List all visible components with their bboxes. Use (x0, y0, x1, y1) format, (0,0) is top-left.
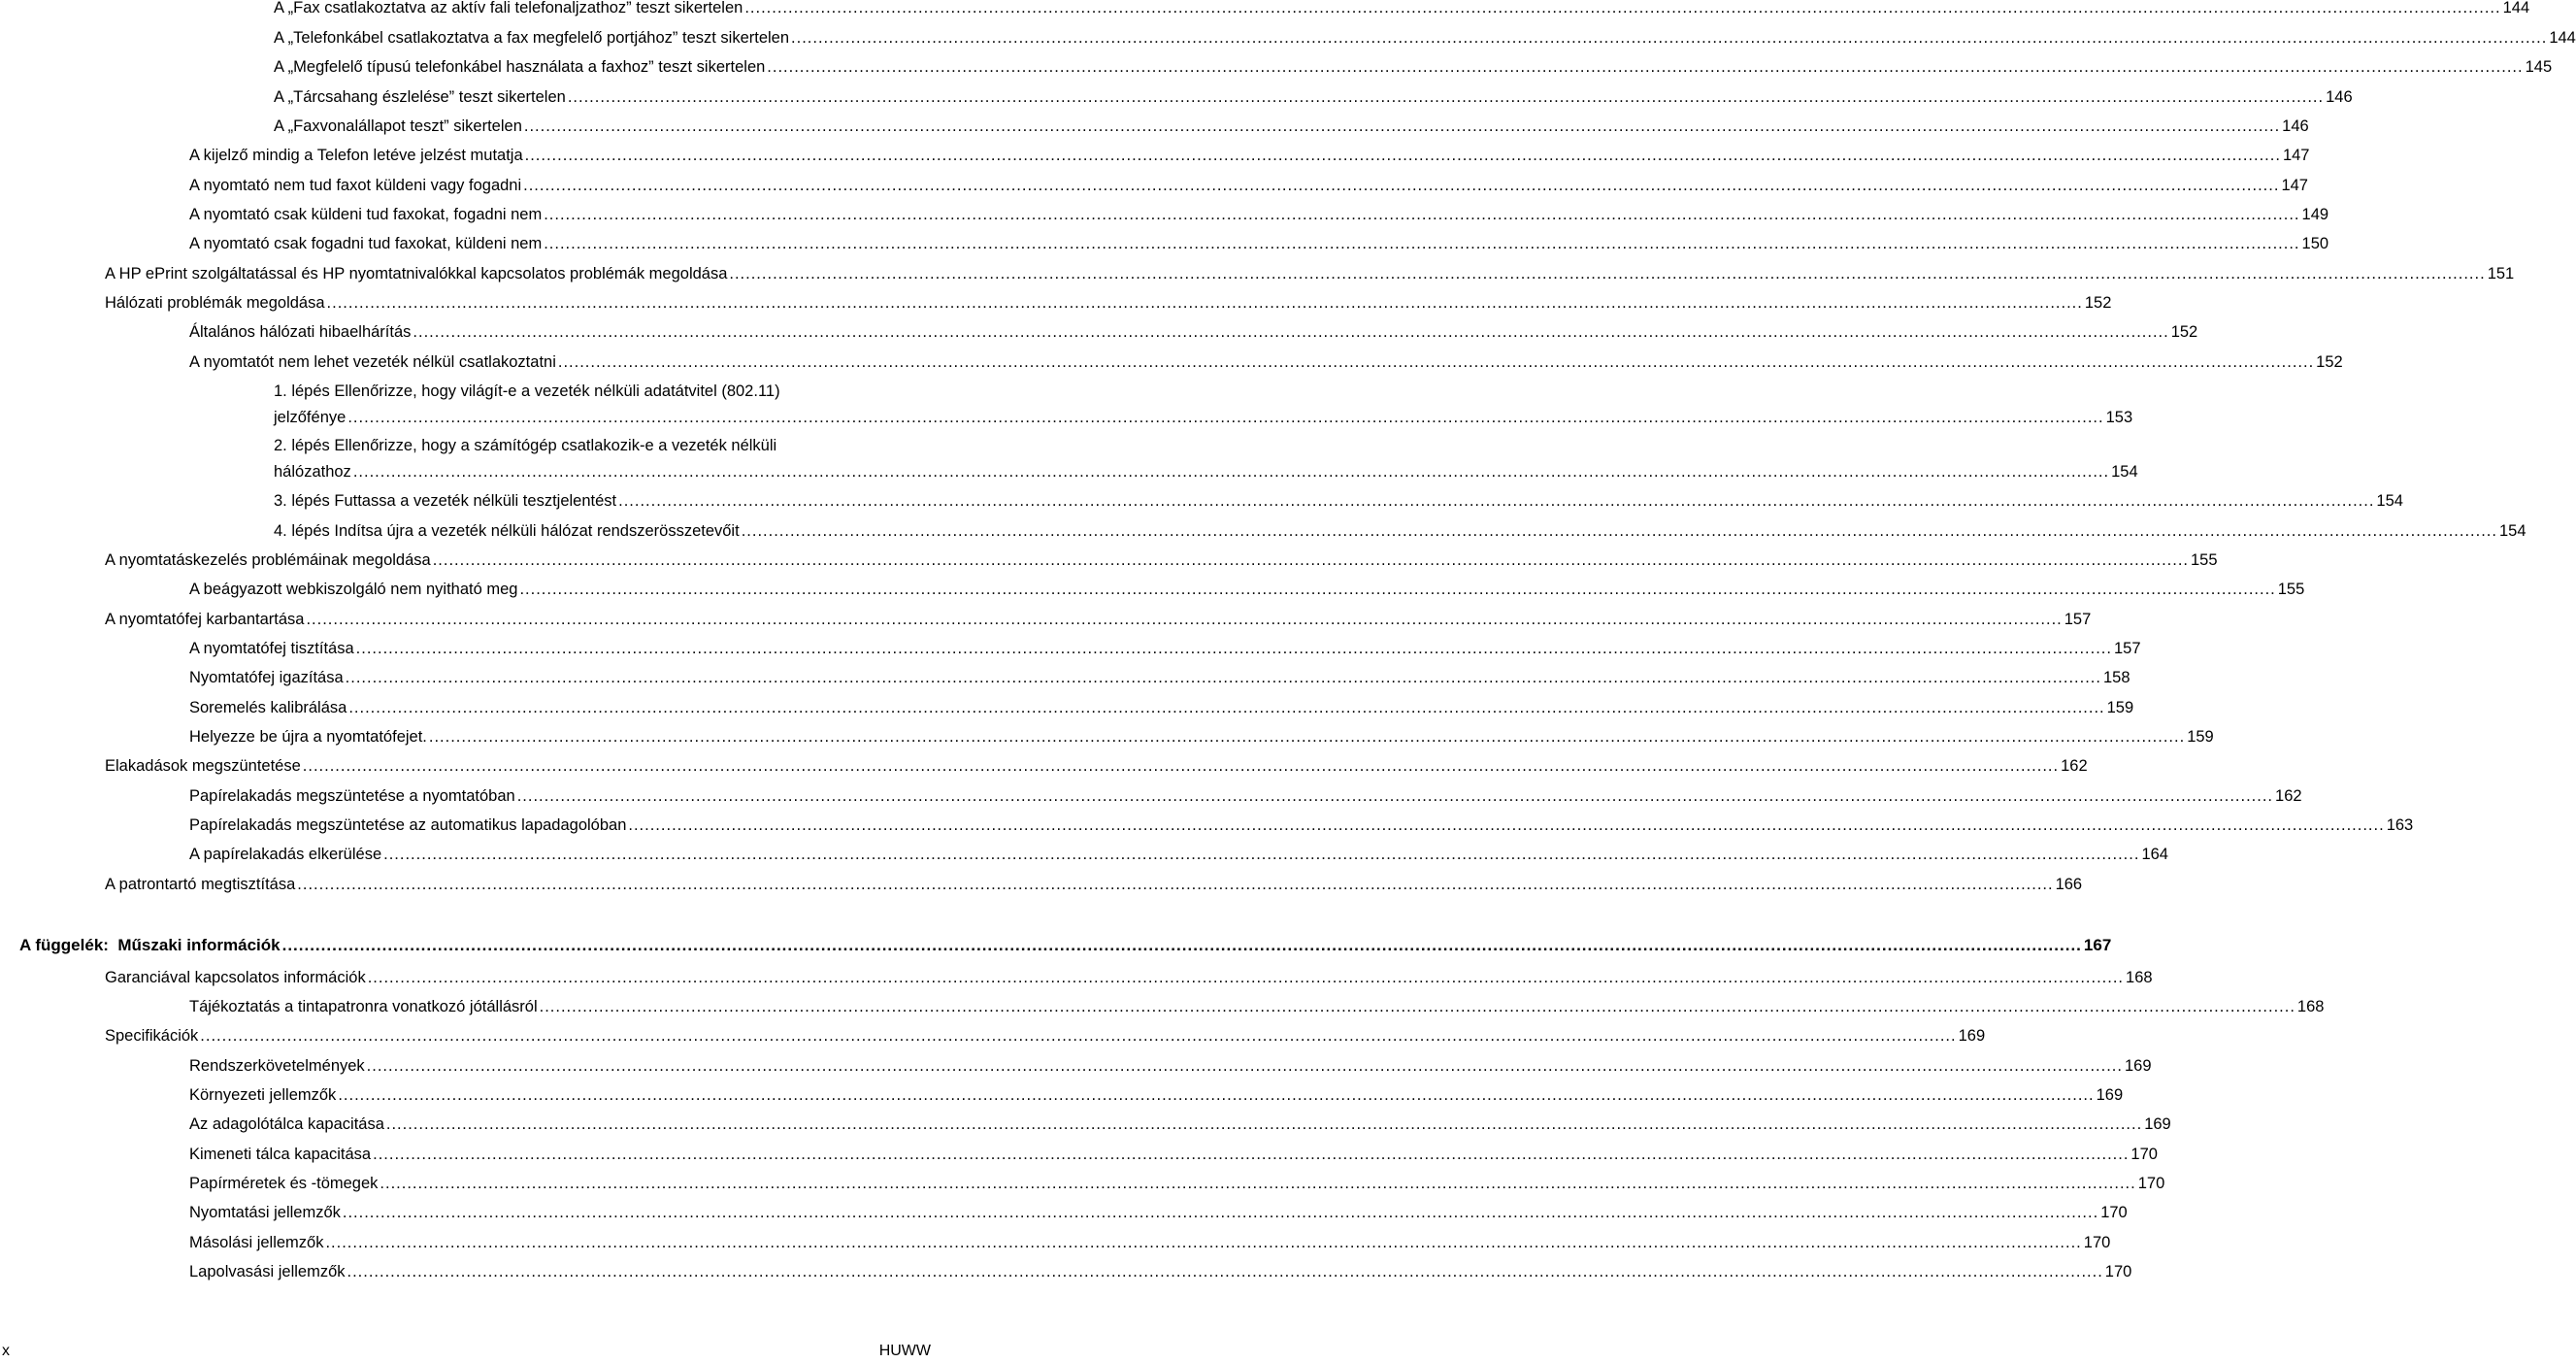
page-number: 153 (2105, 409, 2133, 426)
page-number: 155 (2191, 551, 2218, 569)
dot-leader (540, 996, 2295, 1017)
page-number: 144 (2502, 0, 2530, 17)
toc-entry[interactable]: jelzőfénye ..... 153 (274, 407, 931, 428)
dot-leader (429, 726, 2185, 748)
page-number: 146 (2326, 88, 2353, 106)
toc-entry[interactable]: Környezeti jellemzők ..... 169 (189, 1084, 931, 1106)
toc-entry[interactable]: Másolási jellemzők ..... 170 (189, 1232, 931, 1253)
page-number: 168 (2296, 998, 2325, 1015)
toc-entry[interactable]: Az adagolótálca kapacitása ..... 169 (189, 1114, 931, 1135)
toc-entry[interactable]: A papírelakadás elkerülése ..... 164 (189, 844, 931, 865)
dot-leader (368, 967, 2124, 988)
page-number: 170 (2137, 1175, 2165, 1192)
page-number-footer: x (2, 1343, 10, 1359)
toc-entry-line1[interactable]: 1. lépés Ellenőrizze, hogy világít-e a vezeték nélküli adatátvitel (802.11) (274, 382, 780, 400)
dot-leader (348, 697, 2104, 718)
dot-leader (742, 520, 2497, 542)
toc-entry[interactable]: Helyezze be újra a nyomtatófejet. ..... 159 (189, 726, 931, 748)
page-number: 151 (2487, 265, 2515, 283)
page-number: 155 (2277, 581, 2305, 598)
toc-entry[interactable]: A nyomtatófej tisztítása ..... 157 (189, 638, 931, 659)
toc-entry[interactable]: Papírméretek és -tömegek ..... 170 (189, 1173, 931, 1194)
toc-entry[interactable]: 3. lépés Futtassa a vezeték nélküli tesztjelentést ..... 154 (274, 490, 931, 512)
dot-leader (383, 844, 2139, 865)
page-number: 162 (2061, 757, 2088, 775)
dot-leader (628, 814, 2384, 836)
page-number: 157 (2113, 640, 2141, 657)
dot-leader (373, 1144, 2129, 1165)
dot-leader (356, 638, 2112, 659)
page-number: 163 (2386, 816, 2414, 834)
toc-entry[interactable]: Soremelés kalibrálása ..... 159 (189, 697, 931, 718)
page-number: 170 (2104, 1263, 2132, 1280)
page-number: 149 (2301, 206, 2329, 223)
page-number: 152 (2170, 323, 2198, 341)
dot-leader (200, 1025, 1956, 1047)
dot-leader (618, 490, 2374, 512)
toc-entry[interactable]: Papírelakadás megszüntetése az automatikus lapadagolóban ..... 163 (189, 814, 931, 836)
toc-entry[interactable]: A „Tárcsahang észlelése” teszt sikertelen ..... 146 (274, 86, 931, 108)
dot-leader (380, 1173, 2135, 1194)
toc-entry[interactable]: Általános hálózati hibaelhárítás ..... 152 (189, 321, 931, 343)
page-number: 158 (2102, 669, 2130, 686)
dot-leader (367, 1055, 2123, 1077)
toc-entry[interactable]: Lapolvasási jellemzők ..... 170 (189, 1261, 931, 1282)
dot-leader (517, 785, 2273, 807)
dot-leader (544, 233, 2299, 254)
toc-entry-line1[interactable]: 2. lépés Ellenőrizze, hogy a számítógép csatlakozik-e a vezeték nélküli (274, 437, 777, 454)
toc-entry[interactable]: Specifikációk ..... 169 (105, 1025, 931, 1047)
toc-entry[interactable]: A nyomtatáskezelés problémáinak megoldása ..... 155 (105, 549, 931, 571)
dot-leader (347, 407, 2103, 428)
toc-entry[interactable]: A „Megfelelő típusú telefonkábel használata a faxhoz” teszt sikertelen ..... 145 (274, 56, 931, 78)
page-number: 154 (2111, 463, 2138, 481)
dot-leader (568, 86, 2324, 108)
page-number: 169 (1958, 1027, 1986, 1045)
toc-entry[interactable]: A beágyazott webkiszolgáló nem nyitható meg ..... 155 (189, 579, 931, 600)
dot-leader (729, 263, 2485, 284)
toc-entry[interactable]: Hálózati problémák megoldása ..... 152 (105, 292, 931, 314)
dot-leader (791, 27, 2547, 49)
toc-entry[interactable]: A nyomtatófej karbantartása ..... 157 (105, 609, 931, 630)
page-number: 147 (2281, 177, 2308, 194)
dot-leader (544, 204, 2299, 225)
dot-leader (413, 321, 2168, 343)
page-number: 145 (2525, 58, 2553, 76)
page-number: 170 (2100, 1204, 2128, 1221)
toc-entry[interactable]: 4. lépés Indítsa újra a vezeték nélküli hálózat rendszerösszetevőit ..... 154 (274, 520, 931, 542)
toc-entry[interactable]: A nyomtatót nem lehet vezeték nélkül csatlakoztatni ..... 152 (189, 351, 931, 373)
toc-entry[interactable]: A nyomtató csak küldeni tud faxokat, fogadni nem ..... 149 (189, 204, 931, 225)
dot-leader (386, 1114, 2142, 1135)
page-number: 147 (2282, 147, 2310, 164)
dot-leader (306, 609, 2062, 630)
dot-leader (433, 549, 2189, 571)
page-number: 167 (2083, 936, 2112, 954)
page-number: 146 (2282, 117, 2309, 135)
toc-entry[interactable]: A kijelző mindig a Telefon letéve jelzést mutatja ..... 147 (189, 145, 931, 166)
page-number: 159 (2187, 728, 2214, 746)
dot-leader (558, 351, 2314, 373)
dot-leader (523, 175, 2279, 196)
page-number: 159 (2106, 699, 2134, 716)
page-number: 168 (2126, 969, 2153, 986)
dot-leader (744, 0, 2500, 18)
toc-entry[interactable]: A „Telefonkábel csatlakoztatva a fax megfelelő portjához” teszt sikertelen ..... 144 (274, 27, 931, 49)
dot-leader (519, 579, 2275, 600)
page-number: 164 (2141, 846, 2168, 863)
dot-leader (325, 1232, 2081, 1253)
toc-entry[interactable]: A „Faxvonalállapot teszt” sikertelen ..... 146 (274, 116, 931, 137)
toc-entry[interactable]: A nyomtató nem tud faxot küldeni vagy fogadni ..... 147 (189, 175, 931, 196)
toc-entry[interactable]: Rendszerkövetelmények ..... 169 (189, 1055, 931, 1077)
dot-leader (525, 145, 2281, 166)
toc-entry[interactable]: Tájékoztatás a tintapatronra vonatkozó jótállásról ..... 168 (189, 996, 931, 1017)
toc-entry[interactable]: Kimeneti tálca kapacitása ..... 170 (189, 1144, 931, 1165)
page-number: 144 (2549, 29, 2576, 47)
toc-entry[interactable]: A „Fax csatlakoztatva az aktív fali telefonaljzathoz” teszt sikertelen ..... 144 (274, 0, 931, 18)
page-number: 162 (2275, 787, 2302, 805)
page-number: 170 (2130, 1146, 2158, 1163)
page-number: 152 (2316, 353, 2343, 371)
page-number: 154 (2376, 492, 2403, 510)
dot-leader (346, 667, 2101, 688)
page-number: 170 (2083, 1234, 2111, 1251)
page-number: 154 (2498, 522, 2526, 540)
toc-entry[interactable]: Papírelakadás megszüntetése a nyomtatóban ..... 162 (189, 785, 931, 807)
dot-leader (303, 755, 2059, 777)
toc-entry[interactable]: A nyomtató csak fogadni tud faxokat, küldeni nem ..... 150 (189, 233, 931, 254)
dot-leader (282, 935, 2082, 956)
dot-leader (347, 1261, 2103, 1282)
dot-leader (524, 116, 2280, 137)
toc-entry[interactable]: Nyomtatási jellemzők ..... 170 (189, 1202, 931, 1223)
dot-leader (327, 292, 2083, 314)
toc-entry[interactable]: hálózathoz ..... 154 (274, 461, 931, 482)
page-number: 169 (2096, 1086, 2124, 1104)
dot-leader (767, 56, 2523, 78)
page-number: 169 (2144, 1115, 2171, 1133)
toc-entry[interactable]: Elakadások megszüntetése ..... 162 (105, 755, 931, 777)
page-number: 150 (2301, 235, 2329, 252)
page-number: 157 (2064, 611, 2092, 628)
dot-leader (343, 1202, 2098, 1223)
dot-leader (338, 1084, 2094, 1106)
dot-leader (353, 461, 2109, 482)
toc-entry[interactable]: Nyomtatófej igazítása ..... 158 (189, 667, 931, 688)
dot-leader (297, 874, 2053, 895)
page-number: 152 (2084, 294, 2112, 312)
toc-appendix-entry[interactable]: A függelék: Műszaki információk ..... 167 (19, 935, 931, 956)
page-number: 169 (2124, 1057, 2152, 1075)
page-number: 166 (2055, 876, 2083, 893)
toc-entry[interactable]: A patrontartó megtisztítása ..... 166 (105, 874, 931, 895)
footer-locale: HUWW (878, 1343, 931, 1359)
toc-entry[interactable]: A HP ePrint szolgáltatással és HP nyomtatnivalókkal kapcsolatos problémák megoldása ..... 151 (105, 263, 931, 284)
toc-entry[interactable]: Garanciával kapcsolatos információk ..... 168 (105, 967, 931, 988)
